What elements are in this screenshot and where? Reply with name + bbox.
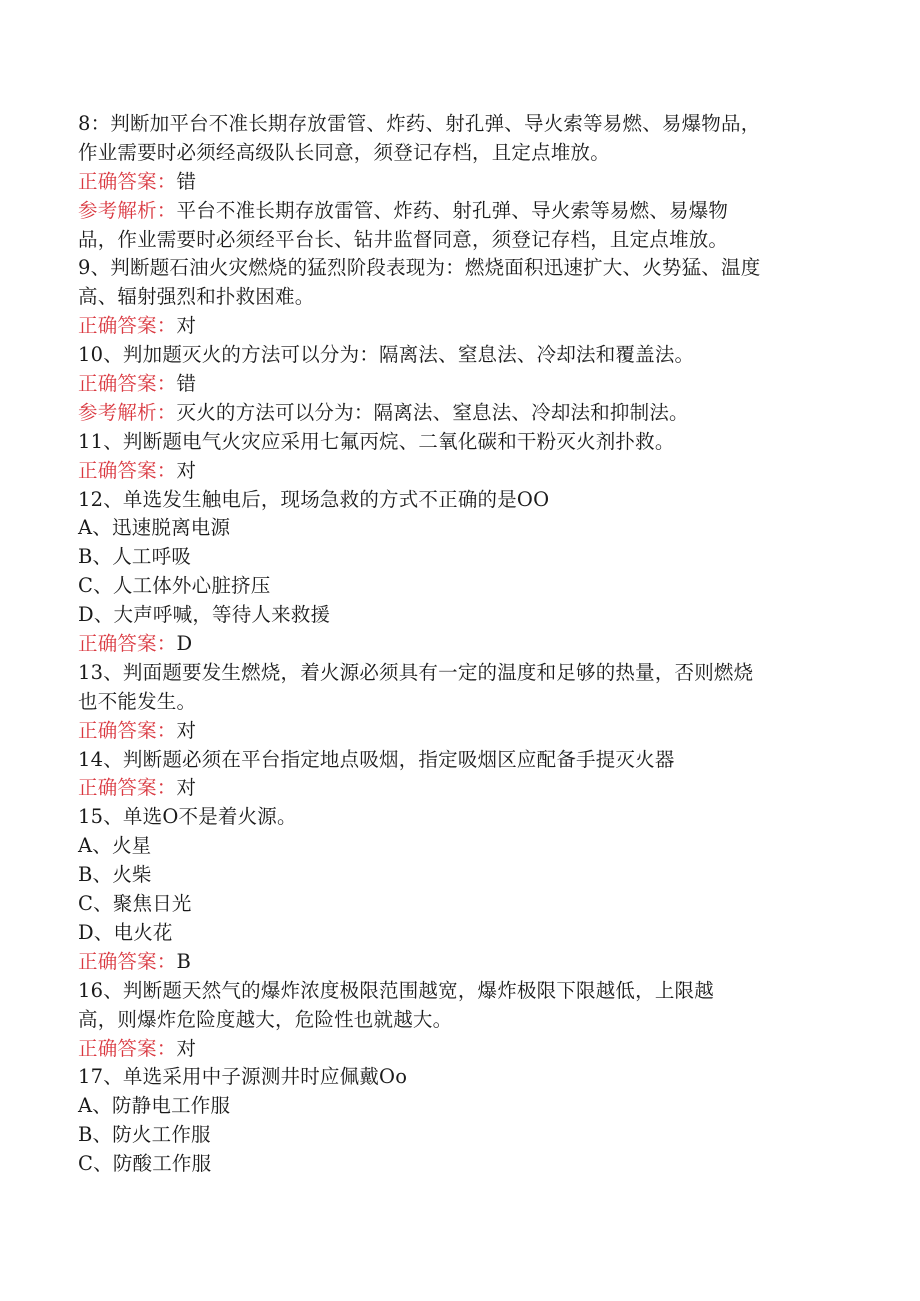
question-block [78, 659, 878, 746]
question-block [78, 746, 878, 804]
question-text: 10、判加题灭火的方法可以分为：隔离法、窒息法、冷却法和覆盖法。 [78, 343, 695, 367]
question-text: 作业需要时必须经高级队长同意，须登记存档，且定点堆放。 [78, 140, 610, 164]
option-c: C、人工体外心脏挤压 [78, 574, 271, 598]
answer-line [78, 948, 878, 977]
answer-line [78, 630, 878, 659]
answer-label: 正确答案： [78, 776, 177, 800]
answer-line [78, 370, 878, 399]
answer-label: 正确答案： [78, 949, 177, 973]
question-text: 8：判断加平台不准长期存放雷管、炸药、射孔弹、导火索等易燃、易爆物品， [78, 112, 761, 135]
answer-label: 正确答案： [78, 1036, 177, 1060]
answer-line [78, 774, 878, 803]
option-c: C、防酸工作服 [78, 1152, 212, 1176]
analysis-label: 参考解析： [78, 400, 177, 424]
option-b: B、防火工作服 [78, 1123, 211, 1147]
question-block [78, 1063, 878, 1179]
answer-label: 正确答案： [78, 718, 177, 742]
document-page [78, 110, 878, 1179]
question-block [78, 486, 878, 659]
answer-line [78, 717, 878, 746]
option-b: B、火柴 [78, 863, 152, 887]
option-c: C、聚焦日光 [78, 892, 192, 916]
answer-value: 对 [176, 1036, 197, 1060]
answer-line [78, 168, 878, 197]
question-text: 17、单选采用中子源测井时应佩戴Oo [78, 1065, 408, 1089]
question-text: 12、单选发生触电后，现场急救的方式不正确的是OO [78, 487, 550, 511]
question-block [78, 110, 878, 254]
answer-label: 正确答案： [78, 314, 177, 338]
option-b: B、人工呼吸 [78, 545, 192, 569]
analysis-label: 参考解析： [78, 198, 177, 222]
analysis-text: 灭火的方法可以分为：隔离法、窒息法、冷却法和抑制法。 [176, 400, 689, 424]
question-text: 高，则爆炸危险度越大，危险性也就越大。 [78, 1007, 453, 1031]
question-block [78, 341, 878, 428]
answer-label: 正确答案： [78, 632, 177, 656]
question-block [78, 428, 878, 486]
question-block [78, 803, 878, 976]
analysis-text: 品，作业需要时必须经平台长、钻井监督同意，须登记存档，且定点堆放。 [78, 227, 729, 251]
option-d: D、电火花 [78, 920, 173, 944]
question-text: 高、辐射强烈和扑救困难。 [78, 285, 315, 309]
question-text: 14、判断题必须在平台指定地点吸烟，指定吸烟区应配备手提灭火器 [78, 747, 675, 771]
option-a: A、防静电工作服 [78, 1094, 231, 1118]
answer-label: 正确答案： [78, 169, 177, 193]
question-block [78, 977, 878, 1064]
option-a: A、火星 [78, 834, 152, 858]
option-d: D、大声呼喊，等待人来救援 [78, 603, 331, 627]
option-a: A、迅速脱离电源 [78, 516, 231, 540]
question-text: 13、判面题要发生燃烧，着火源必须具有一定的温度和足够的热量，否则燃烧 [78, 660, 754, 684]
answer-value: 错 [176, 169, 197, 193]
answer-label: 正确答案： [78, 458, 177, 482]
analysis-text: 平台不准长期存放雷管、炸药、射孔弹、导火索等易燃、易爆物 [176, 198, 729, 222]
answer-value: 错 [176, 372, 197, 396]
answer-value: 对 [176, 314, 197, 338]
question-text: 也不能发生。 [78, 689, 197, 713]
answer-line [78, 457, 878, 486]
answer-line [78, 1035, 878, 1064]
question-text: 11、判断题电气火灾应采用七氟丙烷、二氧化碳和干粉灭火剂扑救。 [78, 429, 675, 453]
question-text: 9、判断题石油火灾燃烧的猛烈阶段表现为：燃烧面积迅速扩大、火势猛、温度 [78, 256, 761, 280]
answer-value: D [176, 632, 193, 656]
question-text: 16、判断题天然气的爆炸浓度极限范围越宽，爆炸极限下限越低，上限越 [78, 978, 714, 1002]
answer-label: 正确答案： [78, 372, 177, 396]
answer-line [78, 312, 878, 341]
analysis-line [78, 399, 878, 428]
question-text: 15、单选O不是着火源。 [78, 805, 297, 829]
answer-value: B [176, 949, 192, 973]
answer-value: 对 [176, 718, 197, 742]
answer-value: 对 [176, 776, 197, 800]
analysis-line [78, 197, 878, 226]
answer-value: 对 [176, 458, 197, 482]
question-block [78, 254, 878, 341]
